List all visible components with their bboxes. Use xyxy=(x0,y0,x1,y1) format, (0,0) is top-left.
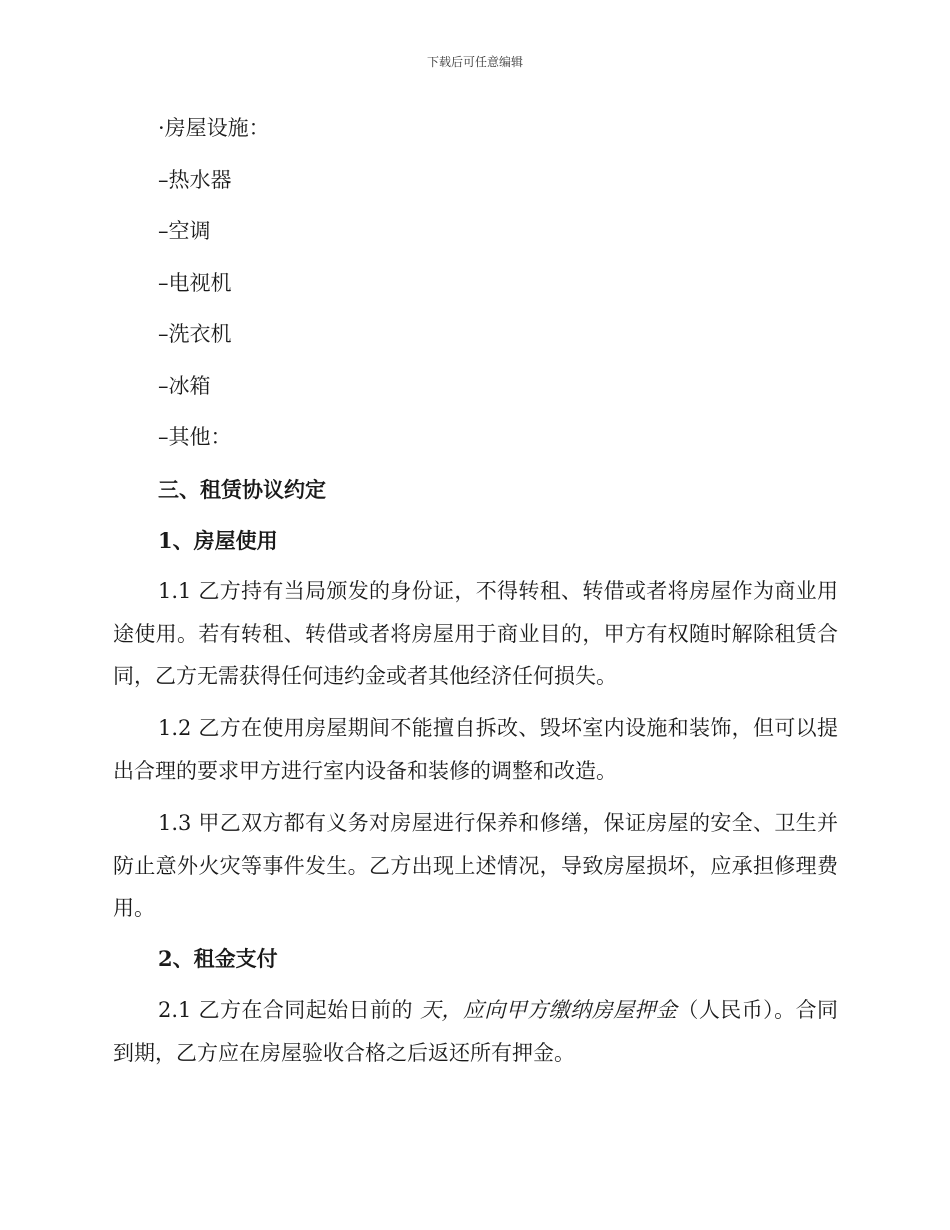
facility-item: –空调 xyxy=(158,219,211,243)
clause-2-1-part-a: 2.1 乙方在合同起始日前的 xyxy=(158,998,421,1022)
clause-1-1: 1.1 乙方持有当局颁发的身份证，不得转租、转借或者将房屋作为商业用途使用。若有转租、转借或者将房屋用于商业目的，甲方有权随时解除租赁合同，乙方无需获得任何违约金或者其他经济任何损失。 xyxy=(113,579,838,688)
subsection-1-heading: 1、房屋使用 xyxy=(158,528,278,553)
clause-1-3: 1.3 甲乙双方都有义务对房屋进行保养和修缮，保证房屋的安全、卫生并防止意外火灾等事件发生。乙方出现上述情况，导致房屋损坏，应承担修理费用。 xyxy=(113,811,838,920)
page-header: 下载后可任意编辑 xyxy=(426,55,523,69)
facility-item: –热水器 xyxy=(158,168,232,192)
clause-2-1-part-b: 天，应向甲方缴纳房屋押金 xyxy=(420,998,678,1022)
facilities-title: ·房屋设施： xyxy=(158,116,270,140)
facility-item: –冰箱 xyxy=(158,374,211,398)
section-3-heading: 三、租赁协议约定 xyxy=(158,477,326,502)
facility-item: –其他： xyxy=(158,425,232,449)
clause-1-2: 1.2 乙方在使用房屋期间不能擅自拆改、毁坏室内设施和装饰，但可以提出合理的要求甲方进行室内设备和装修的调整和改造。 xyxy=(113,716,838,783)
facility-item: –电视机 xyxy=(158,271,232,295)
clause-2-1 xyxy=(113,989,838,1074)
subsection-2-heading: 2、租金支付 xyxy=(158,946,278,971)
facility-item: –洗衣机 xyxy=(158,322,232,346)
clause-2-1-part-c: （人民币）。合同到期，乙方应在房屋验收合格之后返还所有押金。 xyxy=(113,998,839,1065)
